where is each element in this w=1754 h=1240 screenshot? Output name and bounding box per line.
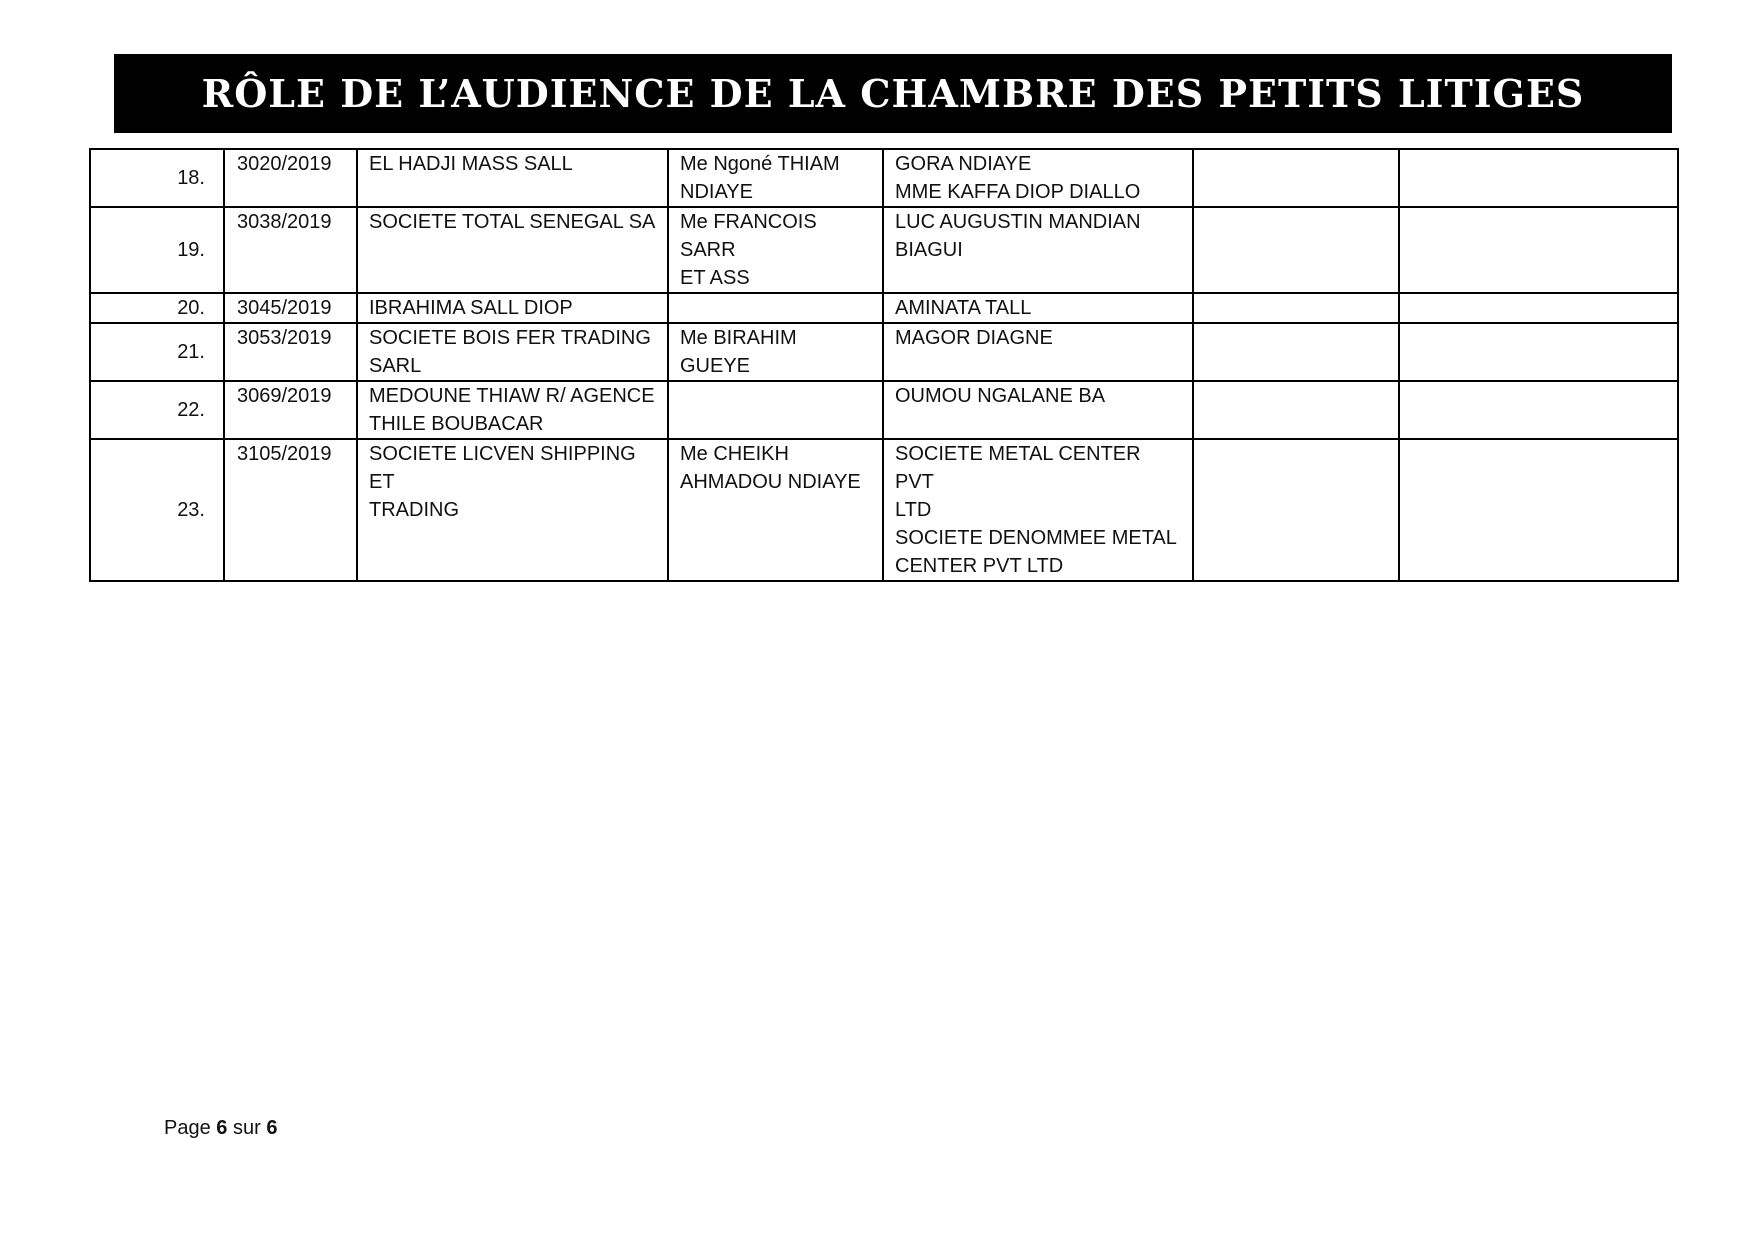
empty-cell xyxy=(1193,149,1399,207)
defendant-cell xyxy=(883,381,1193,439)
lawyer-cell xyxy=(668,293,883,323)
defendant-line: MAGOR DIAGNE xyxy=(895,327,1053,349)
empty-cell xyxy=(1193,323,1399,381)
lawyer-line: Me FRANCOIS SARR xyxy=(680,211,817,261)
plaintiff-cell xyxy=(357,293,668,323)
table-row xyxy=(90,439,1678,581)
lawyer-cell xyxy=(668,381,883,439)
defendant-line: CENTER PVT LTD xyxy=(895,555,1064,577)
page-title: RÔLE DE L’AUDIENCE DE LA CHAMBRE DES PETITS LITIGES xyxy=(201,71,1585,116)
defendant-cell xyxy=(883,323,1193,381)
page-footer xyxy=(164,1117,277,1140)
plaintiff-line: SOCIETE LICVEN SHIPPING ET xyxy=(369,443,636,493)
defendant-cell xyxy=(883,207,1193,293)
row-number-cell: 20. xyxy=(90,293,224,323)
defendant-line: SOCIETE DENOMMEE METAL xyxy=(895,527,1177,549)
empty-cell xyxy=(1399,207,1678,293)
plaintiff-line: SOCIETE TOTAL SENEGAL SA xyxy=(369,211,656,233)
lawyer-line: Me Ngoné THIAM xyxy=(680,153,840,175)
case-number-cell: 3020/2019 xyxy=(224,149,357,207)
empty-cell xyxy=(1399,293,1678,323)
defendant-line: GORA NDIAYE xyxy=(895,153,1032,175)
defendant-line: MME KAFFA DIOP DIALLO xyxy=(895,181,1141,203)
defendant-line: LUC AUGUSTIN MANDIAN xyxy=(895,211,1141,233)
footer-prefix: Page xyxy=(164,1117,211,1139)
defendant-line: BIAGUI xyxy=(895,239,963,261)
footer-separator: sur xyxy=(232,1117,261,1139)
case-number-cell: 3038/2019 xyxy=(224,207,357,293)
case-number-cell: 3045/2019 xyxy=(224,293,357,323)
plaintiff-cell xyxy=(357,381,668,439)
plaintiff-cell xyxy=(357,149,668,207)
case-number-cell: 3105/2019 xyxy=(224,439,357,581)
footer-total-pages: 6 xyxy=(266,1117,278,1139)
lawyer-line: NDIAYE xyxy=(680,181,753,203)
defendant-cell xyxy=(883,149,1193,207)
lawyer-cell xyxy=(668,439,883,581)
lawyer-line: ET ASS xyxy=(680,267,750,289)
row-number-cell: 22. xyxy=(90,381,224,439)
defendant-line: SOCIETE METAL CENTER PVT xyxy=(895,443,1141,493)
lawyer-cell xyxy=(668,149,883,207)
empty-cell xyxy=(1399,439,1678,581)
plaintiff-line: SARL xyxy=(369,355,422,377)
table-row xyxy=(90,293,1678,323)
case-number-cell: 3053/2019 xyxy=(224,323,357,381)
lawyer-line: Me CHEIKH xyxy=(680,443,789,465)
table-row xyxy=(90,323,1678,381)
table-row xyxy=(90,381,1678,439)
docket-table-body xyxy=(90,149,1678,581)
empty-cell xyxy=(1399,323,1678,381)
table-row xyxy=(90,149,1678,207)
defendant-line: OUMOU NGALANE BA xyxy=(895,385,1106,407)
plaintiff-cell xyxy=(357,323,668,381)
empty-cell xyxy=(1193,439,1399,581)
lawyer-line: Me BIRAHIM GUEYE xyxy=(680,327,797,377)
case-number-cell: 3069/2019 xyxy=(224,381,357,439)
table-row xyxy=(90,207,1678,293)
row-number-cell: 21. xyxy=(90,323,224,381)
defendant-cell xyxy=(883,439,1193,581)
row-number-cell: 18. xyxy=(90,149,224,207)
docket-table xyxy=(89,148,1679,582)
plaintiff-line: SOCIETE BOIS FER TRADING xyxy=(369,327,651,349)
empty-cell xyxy=(1193,293,1399,323)
plaintiff-line: THILE BOUBACAR xyxy=(369,413,544,435)
lawyer-cell xyxy=(668,323,883,381)
plaintiff-cell xyxy=(357,207,668,293)
lawyer-cell xyxy=(668,207,883,293)
empty-cell xyxy=(1193,381,1399,439)
plaintiff-line: EL HADJI MASS SALL xyxy=(369,153,573,175)
defendant-line: LTD xyxy=(895,499,932,521)
row-number-cell: 23. xyxy=(90,439,224,581)
defendant-line: AMINATA TALL xyxy=(895,297,1032,319)
empty-cell xyxy=(1193,207,1399,293)
empty-cell xyxy=(1399,381,1678,439)
title-banner xyxy=(114,54,1672,133)
defendant-cell xyxy=(883,293,1193,323)
plaintiff-line: IBRAHIMA SALL DIOP xyxy=(369,297,573,319)
row-number-cell: 19. xyxy=(90,207,224,293)
plaintiff-line: MEDOUNE THIAW R/ AGENCE xyxy=(369,385,655,407)
empty-cell xyxy=(1399,149,1678,207)
footer-current-page: 6 xyxy=(216,1117,228,1139)
plaintiff-cell xyxy=(357,439,668,581)
plaintiff-line: TRADING xyxy=(369,499,459,521)
lawyer-line: AHMADOU NDIAYE xyxy=(680,471,861,493)
